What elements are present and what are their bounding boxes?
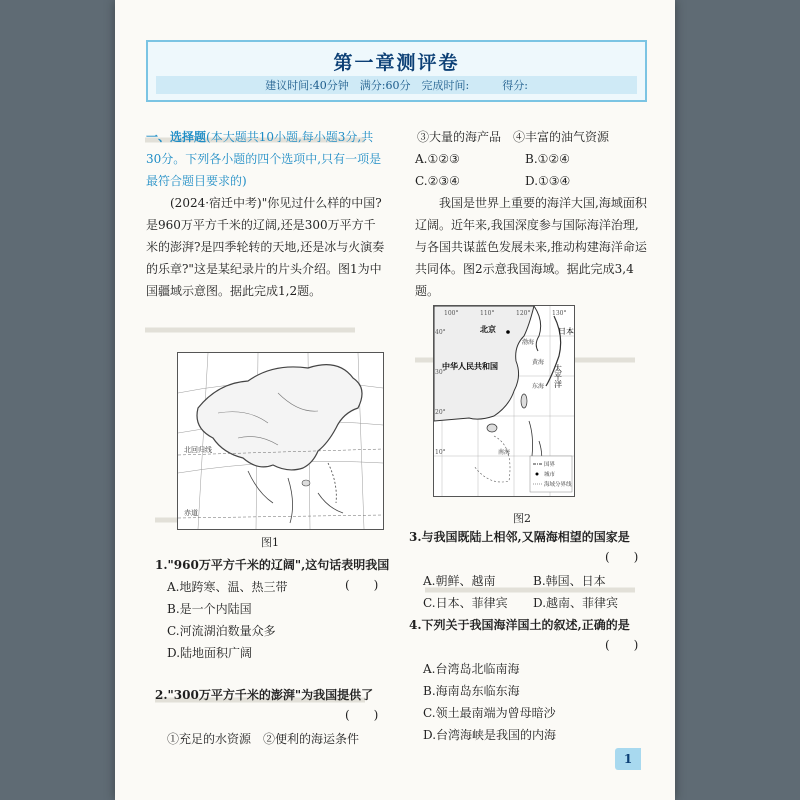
q3-option-b[interactable]: B.韩国、日本 — [533, 574, 606, 588]
q3-options-row-2 — [409, 592, 649, 614]
q3-answer-paren[interactable]: ( ) — [605, 550, 639, 564]
china-territory-map-graphic — [178, 353, 383, 529]
question-4 — [409, 614, 649, 746]
question-1 — [155, 554, 395, 664]
q4-option-a[interactable]: A.台湾岛北临南海 — [423, 662, 520, 676]
q1-option-a[interactable]: A.地跨寒、温、热三带 — [167, 580, 288, 594]
nanhai-label: 南海 — [498, 449, 511, 456]
q2-stem: 2."300万平方千米的澎湃"为我国提供了 — [155, 688, 374, 702]
header-info-bar — [156, 76, 637, 94]
q3-option-c[interactable]: C.日本、菲律宾 — [423, 596, 508, 610]
q2-option-a[interactable]: A.①②③ — [415, 152, 460, 166]
huanghai-label: 黄海 — [532, 359, 545, 366]
figure-1-caption: 图1 — [261, 536, 279, 549]
q4-stem: 4.下列关于我国海洋国土的叙述,正确的是 — [409, 618, 630, 632]
bohai-label: 渤海 — [522, 339, 535, 346]
beijing-city-dot — [506, 330, 510, 334]
figure-1-map — [177, 352, 384, 530]
passage-1: (2024·宿迁中考)"你见过什么样的中国?是960万平方千米的辽阔,还是300万平方千米的澎湃?是四季轮转的天地,还是冰与火演奏的乐章?"这是某纪录片的片头介绍。图1为中国疆域示意图。据此完成1,2题。 — [146, 196, 385, 298]
q2-option-c[interactable]: C.②③④ — [415, 174, 460, 188]
lon-label-130: 130° — [552, 310, 567, 317]
q4-option-d[interactable]: D.台湾海峡是我国的内海 — [423, 728, 557, 742]
tropic-label: 北回归线 — [184, 446, 212, 454]
passage-2: 我国是世界上重要的海洋大国,海域面积辽阔。近年来,我国深度参与国际海洋治理,与各国共谋蓝色发展未来,推动构建海洋命运共同体。图2示意我国海域。据此完成3,4题。 — [415, 196, 647, 298]
china-seas-map-graphic — [434, 306, 574, 496]
page-number: 1 — [615, 748, 641, 770]
figure-2-legend — [530, 456, 572, 492]
left-column-intro — [146, 126, 386, 302]
q2-items-3-4: ③大量的海产品 ④丰富的油气资源 — [417, 130, 610, 144]
q2-options-row-2 — [415, 170, 650, 192]
q1-option-b[interactable]: B.是一个内陆国 — [167, 602, 252, 616]
lon-label-100: 100° — [444, 310, 459, 317]
q2-options-row-1 — [415, 148, 650, 170]
q1-stem: 1."960万平方千米的辽阔",这句话表明我国 — [155, 558, 390, 572]
donghai-label: 东海 — [532, 383, 545, 390]
section-heading — [146, 126, 386, 192]
figure-2-map — [433, 305, 575, 497]
question-3 — [409, 526, 649, 614]
section-heading-rest: (本大题共10小题,每小题3分,共30分。下列各小题的四个选项中,只有一项是最符合题目要求的) — [146, 130, 382, 188]
q1-answer-paren[interactable]: ( ) — [345, 578, 379, 592]
q3-option-a[interactable]: A.朝鲜、越南 — [423, 574, 496, 588]
lat-label-40: 40° — [435, 329, 446, 336]
q4-answer-paren[interactable]: ( ) — [605, 638, 639, 652]
header-box — [146, 40, 647, 102]
q4-option-b[interactable]: B.海南岛东临东海 — [423, 684, 520, 698]
legend-border: 国界 — [544, 462, 556, 468]
legend-sea-boundary: 海域分界线 — [544, 482, 572, 488]
pacific-label: 太平洋 — [553, 364, 563, 388]
figure-2-caption: 图2 — [513, 512, 531, 525]
q2-items-1-2: ①充足的水资源 ②便利的海运条件 — [167, 732, 360, 746]
q1-option-d[interactable]: D.陆地面积广阔 — [167, 646, 253, 660]
lat-label-20: 20° — [435, 409, 446, 416]
lon-label-120: 120° — [516, 310, 531, 317]
q1-option-c[interactable]: C.河流湖泊数量众多 — [167, 624, 276, 638]
q3-option-d[interactable]: D.越南、菲律宾 — [533, 596, 619, 610]
equator-label: 赤道 — [184, 509, 198, 517]
q3-stem: 3.与我国既陆上相邻,又隔海相望的国家是 — [409, 530, 630, 544]
header-info: 建议时间:40分钟 满分:60分 完成时间: 得分: — [265, 79, 528, 92]
q4-option-c[interactable]: C.领土最南端为曾母暗沙 — [423, 706, 556, 720]
country-label: 中华人民共和国 — [442, 361, 498, 371]
document-page — [115, 0, 675, 800]
q2-option-b[interactable]: B.①②④ — [525, 152, 570, 166]
japan-label: 日本 — [558, 327, 574, 336]
legend-city: 城市 — [544, 472, 556, 478]
lat-label-30: 30° — [435, 369, 446, 376]
lon-label-110: 110° — [480, 310, 495, 317]
right-column-top — [415, 126, 650, 302]
page-title: 第一章测评卷 — [333, 52, 460, 74]
q3-options-row-1 — [409, 570, 649, 592]
beijing-label: 北京 — [480, 324, 496, 334]
section-heading-bold: 一、选择题 — [146, 130, 207, 144]
q2-answer-paren[interactable]: ( ) — [345, 708, 379, 722]
lat-label-10: 10° — [435, 449, 446, 456]
q2-option-d[interactable]: D.①③④ — [525, 174, 571, 188]
